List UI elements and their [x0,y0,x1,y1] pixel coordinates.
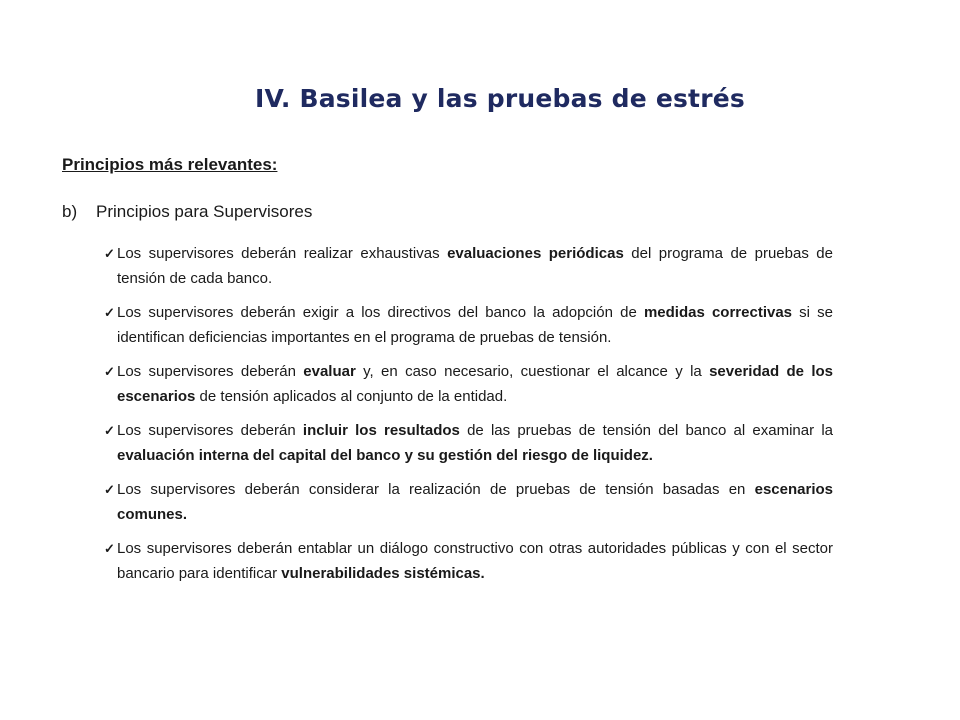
body-text: Los supervisores deberán exigir a los directivos del banco la adopción de [117,304,644,321]
checkmark-icon: ✓ [104,364,115,379]
body-text: Los supervisores deberán [117,422,303,439]
checkmark-icon: ✓ [104,541,115,556]
principle-item [104,300,833,350]
principle-text [117,241,833,291]
checkmark-icon: ✓ [104,305,115,320]
principle-item [104,359,833,409]
page-title: IV. Basilea y las pruebas de estrés [255,84,745,113]
emphasis-text: evaluación interna del capital del banco y su gestión del riesgo de liquidez. [117,447,653,464]
principles-list [104,241,833,595]
section-heading [62,202,312,222]
section-letter: b) [62,202,78,221]
emphasis-text: evaluaciones periódicas [447,245,624,262]
principle-text [117,418,833,468]
body-text: Los supervisores deberán realizar exhaustivas [117,245,448,262]
body-text: Los supervisores deberán entablar un diálogo constructivo con otras autoridades públicas y con el sector bancario para identificar [117,540,833,582]
body-text: del programa de pruebas de tensión de cada banco. [117,245,833,287]
emphasis-text: medidas correctivas [643,304,793,321]
emphasis-text: vulnerabilidades sistémicas. [281,565,485,582]
body-text: Los supervisores deberán considerar la realización de pruebas de tensión basadas en [117,481,755,498]
emphasis-text: escenarios comunes. [117,481,833,523]
body-text: Los supervisores deberán [117,363,304,380]
body-text: de las pruebas de tensión del banco al examinar la [459,422,833,439]
body-text: si se identifican deficiencias importantes en el programa de pruebas de tensión. [117,304,833,346]
principle-text [117,477,833,527]
principle-text [117,359,833,409]
section-label: Principios para Supervisores [96,202,313,221]
principle-item [104,241,833,291]
section-subtitle: Principios más relevantes: [62,155,278,174]
checkmark-icon: ✓ [104,423,115,438]
emphasis-text: severidad de los escenarios [117,363,833,405]
body-text: de tensión aplicados al conjunto de la entidad. [195,388,508,405]
emphasis-text: evaluar [303,363,356,380]
principle-item [104,536,833,586]
body-text: y, en caso necesario, cuestionar el alcance y la [355,363,710,380]
principle-text [117,300,833,350]
emphasis-text: incluir los resultados [302,422,460,439]
principle-text [117,536,833,586]
checkmark-icon: ✓ [104,246,115,261]
checkmark-icon: ✓ [104,482,115,497]
principle-item [104,477,833,527]
principle-item [104,418,833,468]
